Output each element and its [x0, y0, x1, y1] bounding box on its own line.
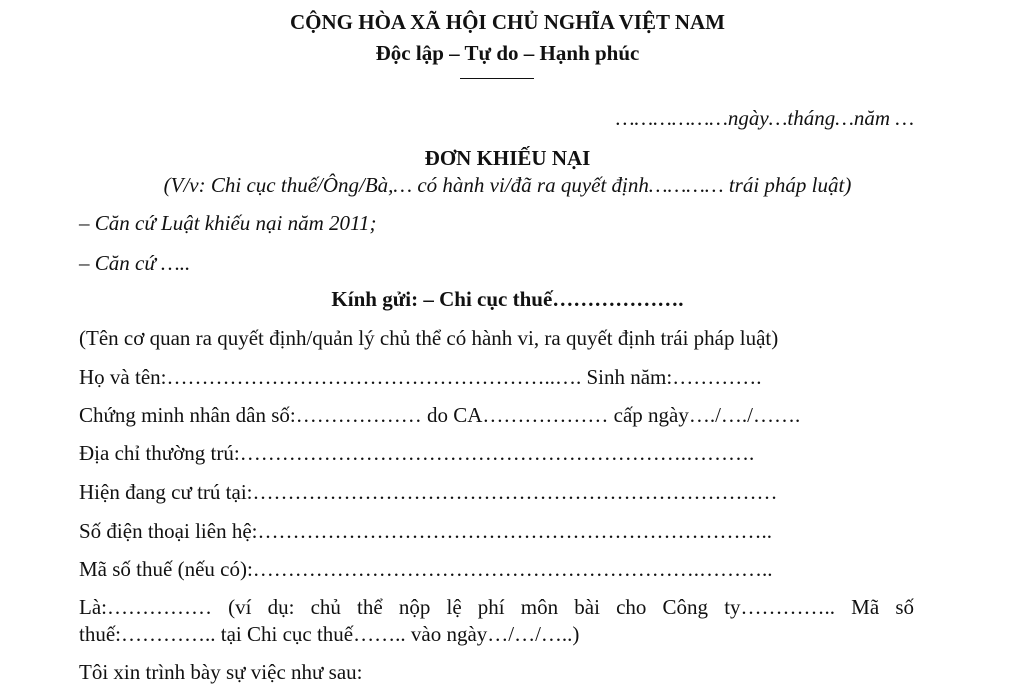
motto: Độc lập – Tự do – Hạnh phúc: [375, 41, 640, 65]
tax-code-field: Mã số thuế (nếu có):……………………………………………………….………..: [79, 557, 773, 581]
name-field: Họ và tên:………………………………………………..…. Sinh năm:………….: [79, 365, 762, 389]
recipient-line: Kính gửi: – Chi cục thuế……………….: [331, 287, 684, 311]
date-line: ………………ngày…tháng…năm …: [615, 106, 914, 130]
basis-law: – Căn cứ Luật khiếu nại năm 2011;: [79, 211, 377, 235]
subject-line: (V/v: Chi cục thuế/Ông/Bà,… có hành vi/đã ra quyết định………… trái pháp luật): [163, 173, 852, 197]
statement-intro: Tôi xin trình bày sự việc như sau:: [79, 660, 363, 684]
phone-field: Số điện thoại liên hệ:………………………………………………………………..: [79, 519, 772, 543]
country-header: CỘNG HÒA XÃ HỘI CHỦ NGHĨA VIỆT NAM: [289, 10, 726, 34]
id-card-field: Chứng minh nhân dân số:……………… do CA……………… cấp ngày…./…./…….: [79, 403, 801, 427]
recipient-note: (Tên cơ quan ra quyết định/quản lý chủ thể có hành vi, ra quyết định trái pháp luật): [79, 326, 779, 350]
document-title: ĐƠN KHIẾU NẠI: [424, 146, 591, 170]
role-line-1: Là:…………… (ví dụ: chủ thể nộp lệ phí môn bài cho Công ty………….. Mã số: [79, 595, 914, 619]
basis-other: – Căn cứ …..: [79, 251, 191, 275]
permanent-address-field: Địa chỉ thường trú:……………………………………………………….……….: [79, 441, 755, 465]
current-residence-field: Hiện đang cư trú tại:…………………………………………………………………: [79, 480, 778, 504]
header-divider: [460, 78, 534, 79]
role-line-2: thuế:………….. tại Chi cục thuế…….. vào ngày…/…/…..): [79, 622, 580, 646]
